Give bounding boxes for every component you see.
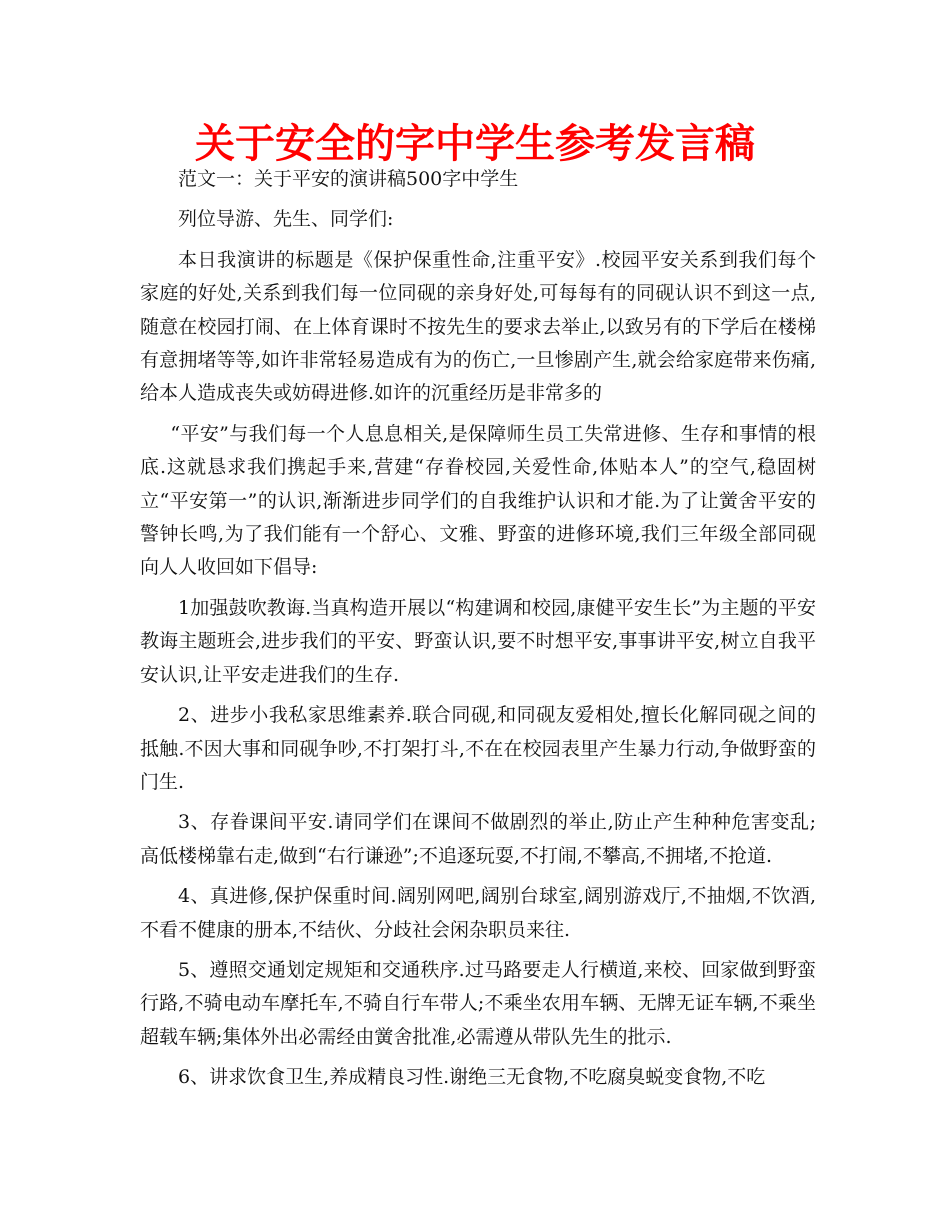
list-item: 3、存眷课间平安.请同学们在课间不做剧烈的举止,防止产生种种危害变乱;高低楼梯靠右走,做到“右行谦逊”;不追逐玩耍,不打闹,不攀高,不拥堵,不抢道.	[140, 811, 816, 867]
salutation: 列位导游、先生、同学们:	[178, 208, 394, 231]
intro-line: 范文一：关于平安的演讲稿500字中学生	[178, 168, 519, 190]
paragraph: 本日我演讲的标题是《保护保重性命,注重平安》.校园平安关系到我们每个家庭的好处,关系到我们每一位同砚的亲身好处,可每每有的同砚认识不到这一点,随意在校园打闹、在上体育课时不按先生的要求去举止,以致另有的下学后在楼梯有意拥堵等等,如许非常轻易造成有为的伤亡,一旦惨剧产生,就会给家庭带来伤痛,给本人造成丧失或妨碍进修.如许的沉重经历是非常多的	[140, 248, 816, 405]
list-item: 4、真进修,保护保重时间.阔别网吧,阔别台球室,阔别游戏厅,不抽烟,不饮酒,不看不健康的册本,不结伙、分歧社会闲杂职员来往.	[140, 885, 816, 941]
paragraph: “平安”与我们每一个人息息相关,是保障师生员工失常进修、生存和事情的根底.这就恳求我们携起手来,营建“存眷校园,关爱性命,体贴本人”的空气,稳固树立“平安第一”的认识,渐渐进步同学们的自我维护认识和才能.为了让黉舍平安的警钟长鸣,为了我们能有一个舒心、文雅、野蛮的进修环境,我们三年级全部同砚向人人收回如下倡导:	[140, 422, 816, 579]
list-item: 5、遵照交通划定规矩和交通秩序.过马路要走人行横道,来校、回家做到野蛮行路,不骑电动车摩托车,不骑自行车带人;不乘坐农用车辆、无牌无证车辆,不乘坐超载车辆;集体外出必需经由黉舍批准,必需遵从带队先生的批示.	[140, 958, 816, 1048]
list-item: 2、进步小我私家思维素养.联合同砚,和同砚友爱相处,擅长化解同砚之间的抵触.不因大事和同砚争吵,不打架打斗,不在在校园表里产生暴力行动,争做野蛮的门生.	[140, 704, 816, 793]
list-item: 6、讲求饮食卫生,养成精良习性.谢绝三无食物,不吃腐臭蜕变食物,不吃	[178, 1066, 766, 1089]
list-item: 1加强鼓吹教诲.当真构造开展以“构建调和校园,康健平安生长”为主题的平安教诲主题班会,进步我们的平安、野蛮认识,要不时想平安,事事讲平安,树立自我平安认识,让平安走进我们的生存.	[140, 596, 816, 686]
document-body	[140, 163, 816, 1095]
document-title: 关于安全的字中学生参考发言稿	[195, 120, 755, 167]
